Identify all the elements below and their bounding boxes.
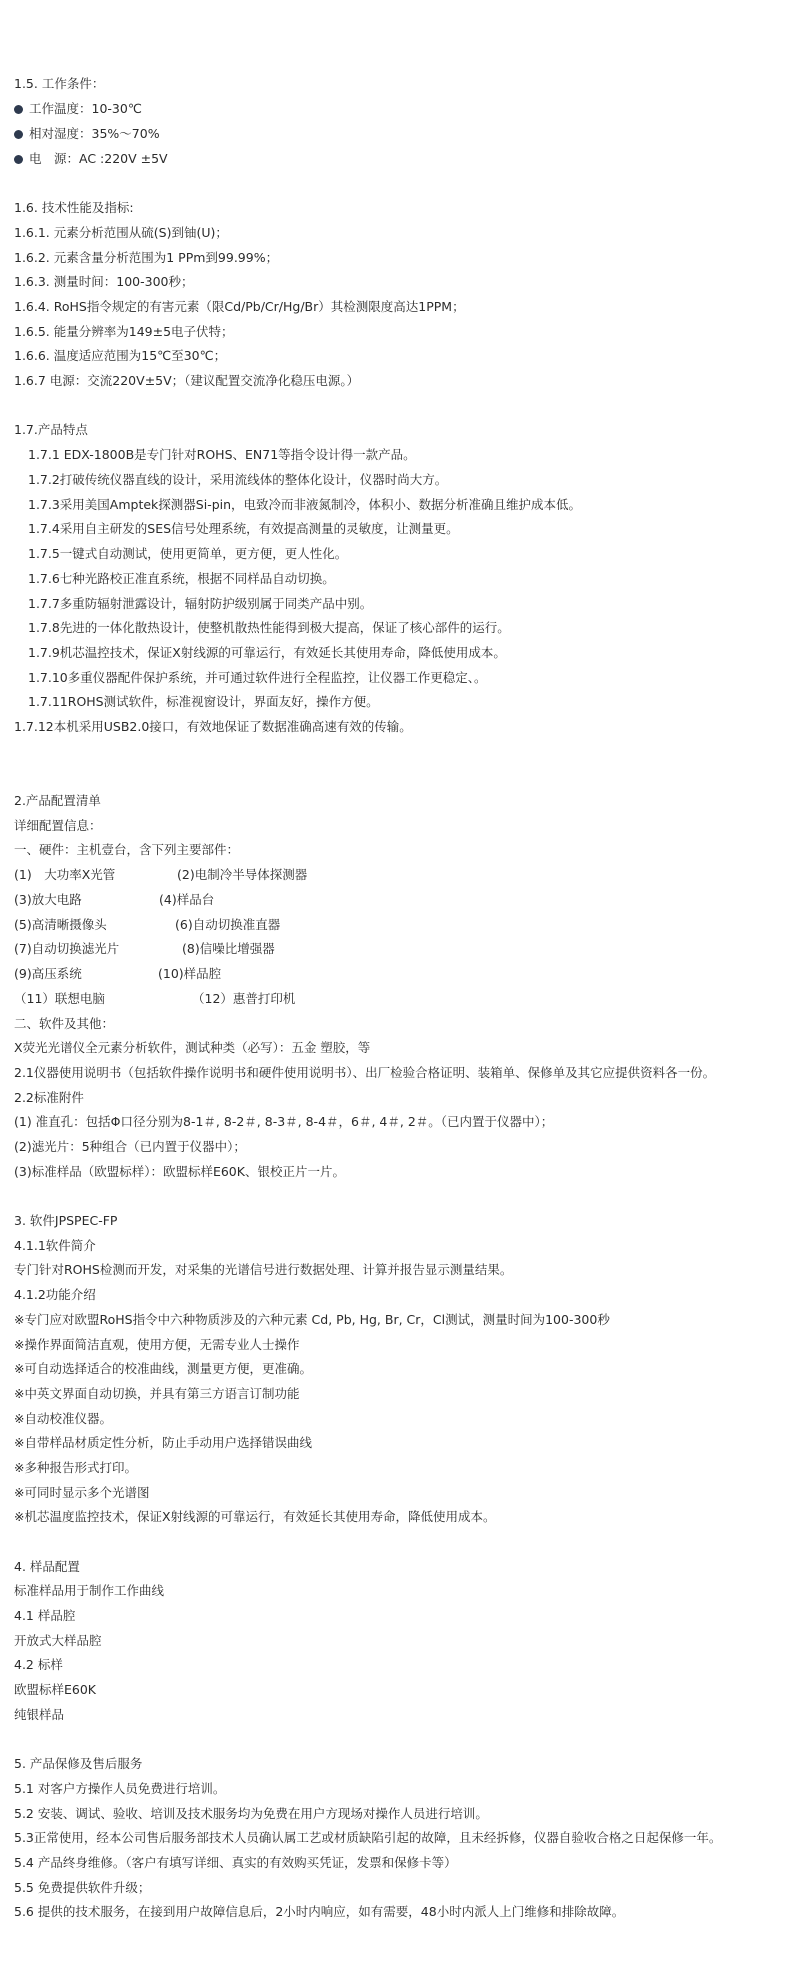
accessory-line: (1) 准直孔：包括Φ口径分别为8-1＃, 8-2＃, 8-3＃, 8-4＃，6＃, 4＃, 2＃。（已内置于仪器中）； <box>14 1114 554 1129</box>
spec-line: 1.6.2. 元素含量分析范围为1 PPm到99.99%； <box>14 250 279 265</box>
feature-line: 1.7.1 EDX-1800B是专门针对ROHS、EN71等指令设计得一款产品。 <box>28 447 416 462</box>
part-item: (7)自动切换滤光片 <box>14 941 120 956</box>
sub-heading: 4.1.2功能介绍 <box>14 1287 96 1302</box>
bullet-dot-icon <box>14 130 23 139</box>
feature-line: 1.7.4采用自主研发的SES信号处理系统，有效提高测量的灵敏度，让测量更。 <box>28 521 459 536</box>
sub-heading: 4.1.1软件简介 <box>14 1238 96 1253</box>
service-line: 5.6 提供的技术服务，在接到用户故障信息后，2小时内响应，如有需要，48小时内派人上门维修和排除故障。 <box>14 1904 625 1919</box>
spec-line: 1.6.3. 测量时间：100-300秒； <box>14 274 194 289</box>
software-heading: 二、软件及其他： <box>14 1016 115 1031</box>
feature-line: 1.7.7多重防辐射泄露设计，辐射防护级别属于同类产品中别。 <box>28 596 373 611</box>
feature-line: 1.7.5一键式自动测试，使用更简单，更方便，更人性化。 <box>28 546 348 561</box>
part-item: (9)高压系统 <box>14 966 82 981</box>
function-line: ※操作界面简洁直观，使用方便，无需专业人士操作 <box>14 1337 300 1352</box>
bullet-item: 相对湿度：35%～70% <box>14 126 160 142</box>
part-item: (6)自动切换准直器 <box>175 917 281 932</box>
software-desc: X荧光光谱仪全元素分析软件，测试种类（必写）：五金 塑胶，等 <box>14 1040 371 1055</box>
part-item: (5)高清晰摄像头 <box>14 917 107 932</box>
spec-line: 1.6.1. 元素分析范围从硫(S)到铀(U)； <box>14 225 228 240</box>
sample-line: 标准样品用于制作工作曲线 <box>14 1583 165 1598</box>
function-line: ※机芯温度监控技术，保证X射线源的可靠运行，有效延长其使用寿命，降低使用成本。 <box>14 1509 496 1524</box>
heading-5: 5. 产品保修及售后服务 <box>14 1756 143 1771</box>
feature-line: 1.7.9机芯温控技术，保证X射线源的可靠运行，有效延长其使用寿命，降低使用成本。 <box>28 645 506 660</box>
std-accessory-heading: 2.2标准附件 <box>14 1090 84 1105</box>
bullet-item: 工作温度：10-30℃ <box>14 101 142 117</box>
feature-line: 1.7.12本机采用USB2.0接口，有效地保证了数据准确高速有效的传输。 <box>14 719 412 734</box>
sub-heading: 4.1 样品腔 <box>14 1608 76 1623</box>
part-item: (3)放大电路 <box>14 892 82 907</box>
function-line: ※自带样品材质定性分析，防止手动用户选择错误曲线 <box>14 1435 312 1450</box>
function-line: ※可自动选择适合的校准曲线，测量更方便，更准确。 <box>14 1361 312 1376</box>
sample-line: 欧盟标样E60K <box>14 1682 97 1697</box>
part-item: (10)样品腔 <box>158 966 222 981</box>
feature-line: 1.7.11ROHS测试软件，标准视窗设计，界面友好，操作方便。 <box>28 694 379 709</box>
docs-line: 2.1仪器使用说明书（包括软件操作说明书和硬件使用说明书）、出厂检验合格证明、装箱单、保修单及其它应提供资料各一份。 <box>14 1065 716 1080</box>
sample-line: 纯银样品 <box>14 1707 65 1722</box>
detail-label: 详细配置信息： <box>14 818 102 833</box>
function-line: ※自动校准仪器。 <box>14 1411 112 1426</box>
function-line: ※专门应对欧盟RoHS指令中六种物质涉及的六种元素 Cd, Pb, Hg, Br, Cr，Cl测试，测量时间为100-300秒 <box>14 1312 610 1327</box>
part-item: (8)信噪比增强器 <box>182 941 275 956</box>
bullet-dot-icon <box>14 105 23 114</box>
spec-line: 1.6.7 电源：交流220V±5V；（建议配置交流净化稳压电源。） <box>14 373 360 388</box>
heading-1-6: 1.6. 技术性能及指标: <box>14 200 134 215</box>
part-item: （11）联想电脑 <box>14 991 105 1006</box>
part-item: (2)电制冷半导体探测器 <box>177 867 308 882</box>
heading-2: 2.产品配置清单 <box>14 793 101 808</box>
accessory-line: (2)滤光片：5种组合（已内置于仪器中）； <box>14 1139 246 1154</box>
function-line: ※中英文界面自动切换，并具有第三方语言订制功能 <box>14 1386 300 1401</box>
function-line: ※多种报告形式打印。 <box>14 1460 137 1475</box>
bullet-dot-icon <box>14 155 23 164</box>
part-item: （12）惠普打印机 <box>192 991 296 1006</box>
heading-4: 4. 样品配置 <box>14 1559 80 1574</box>
heading-1-5: 1.5. 工作条件： <box>14 76 105 91</box>
heading-1-7: 1.7.产品特点 <box>14 422 88 437</box>
sub-heading: 4.2 标样 <box>14 1657 63 1672</box>
service-line: 5.1 对客户方操作人员免费进行培训。 <box>14 1781 226 1796</box>
spec-line: 1.6.5. 能量分辨率为149±5电子伏特； <box>14 324 234 339</box>
part-item: (4)样品台 <box>159 892 215 907</box>
service-line: 5.3正常使用，经本公司售后服务部技术人员确认属工艺或材质缺陷引起的故障，且未经拆修，仪器自验收合格之日起保修一年。 <box>14 1830 722 1845</box>
feature-line: 1.7.10多重仪器配件保护系统，并可通过软件进行全程监控，让仪器工作更稳定、。 <box>28 670 487 685</box>
feature-line: 1.7.8先进的一体化散热设计，使整机散热性能得到极大提高，保证了核心部件的运行。 <box>28 620 510 635</box>
spec-line: 1.6.6. 温度适应范围为15℃至30℃； <box>14 348 227 363</box>
function-line: ※可同时显示多个光谱图 <box>14 1485 150 1500</box>
accessory-line: (3)标准样品（欧盟标样）：欧盟标样E60K、银校正片一片。 <box>14 1164 345 1179</box>
feature-line: 1.7.6七种光路校正准直系统，根据不同样品自动切换。 <box>28 571 335 586</box>
heading-3: 3. 软件JPSPEC-FP <box>14 1213 118 1228</box>
feature-line: 1.7.2打破传统仪器直线的设计，采用流线体的整体化设计，仪器时尚大方。 <box>28 472 448 487</box>
spec-line: 1.6.4. RoHS指令规定的有害元素（限Cd/Pb/Cr/Hg/Br）其检测限度高达1PPM； <box>14 299 465 314</box>
hardware-heading: 一、硬件：主机壹台，含下列主要部件： <box>14 842 240 857</box>
service-line: 5.5 免费提供软件升级； <box>14 1880 151 1895</box>
software-intro: 专门针对ROHS检测而开发，对采集的光谱信号进行数据处理、计算并报告显示测量结果。 <box>14 1262 513 1277</box>
feature-line: 1.7.3采用美国Amptek探测器Si-pin，电致冷而非液氮制冷，体积小、数据分析准确且维护成本低。 <box>28 497 582 512</box>
part-item: (1) 大功率X光管 <box>14 867 116 882</box>
bullet-item: 电 源：AC :220V ±5V <box>14 151 168 167</box>
service-line: 5.4 产品终身维修。（客户有填写详细、真实的有效购买凭证，发票和保修卡等） <box>14 1855 457 1870</box>
sample-line: 开放式大样品腔 <box>14 1633 102 1648</box>
service-line: 5.2 安装、调试、验收、培训及技术服务均为免费在用户方现场对操作人员进行培训。 <box>14 1806 488 1821</box>
